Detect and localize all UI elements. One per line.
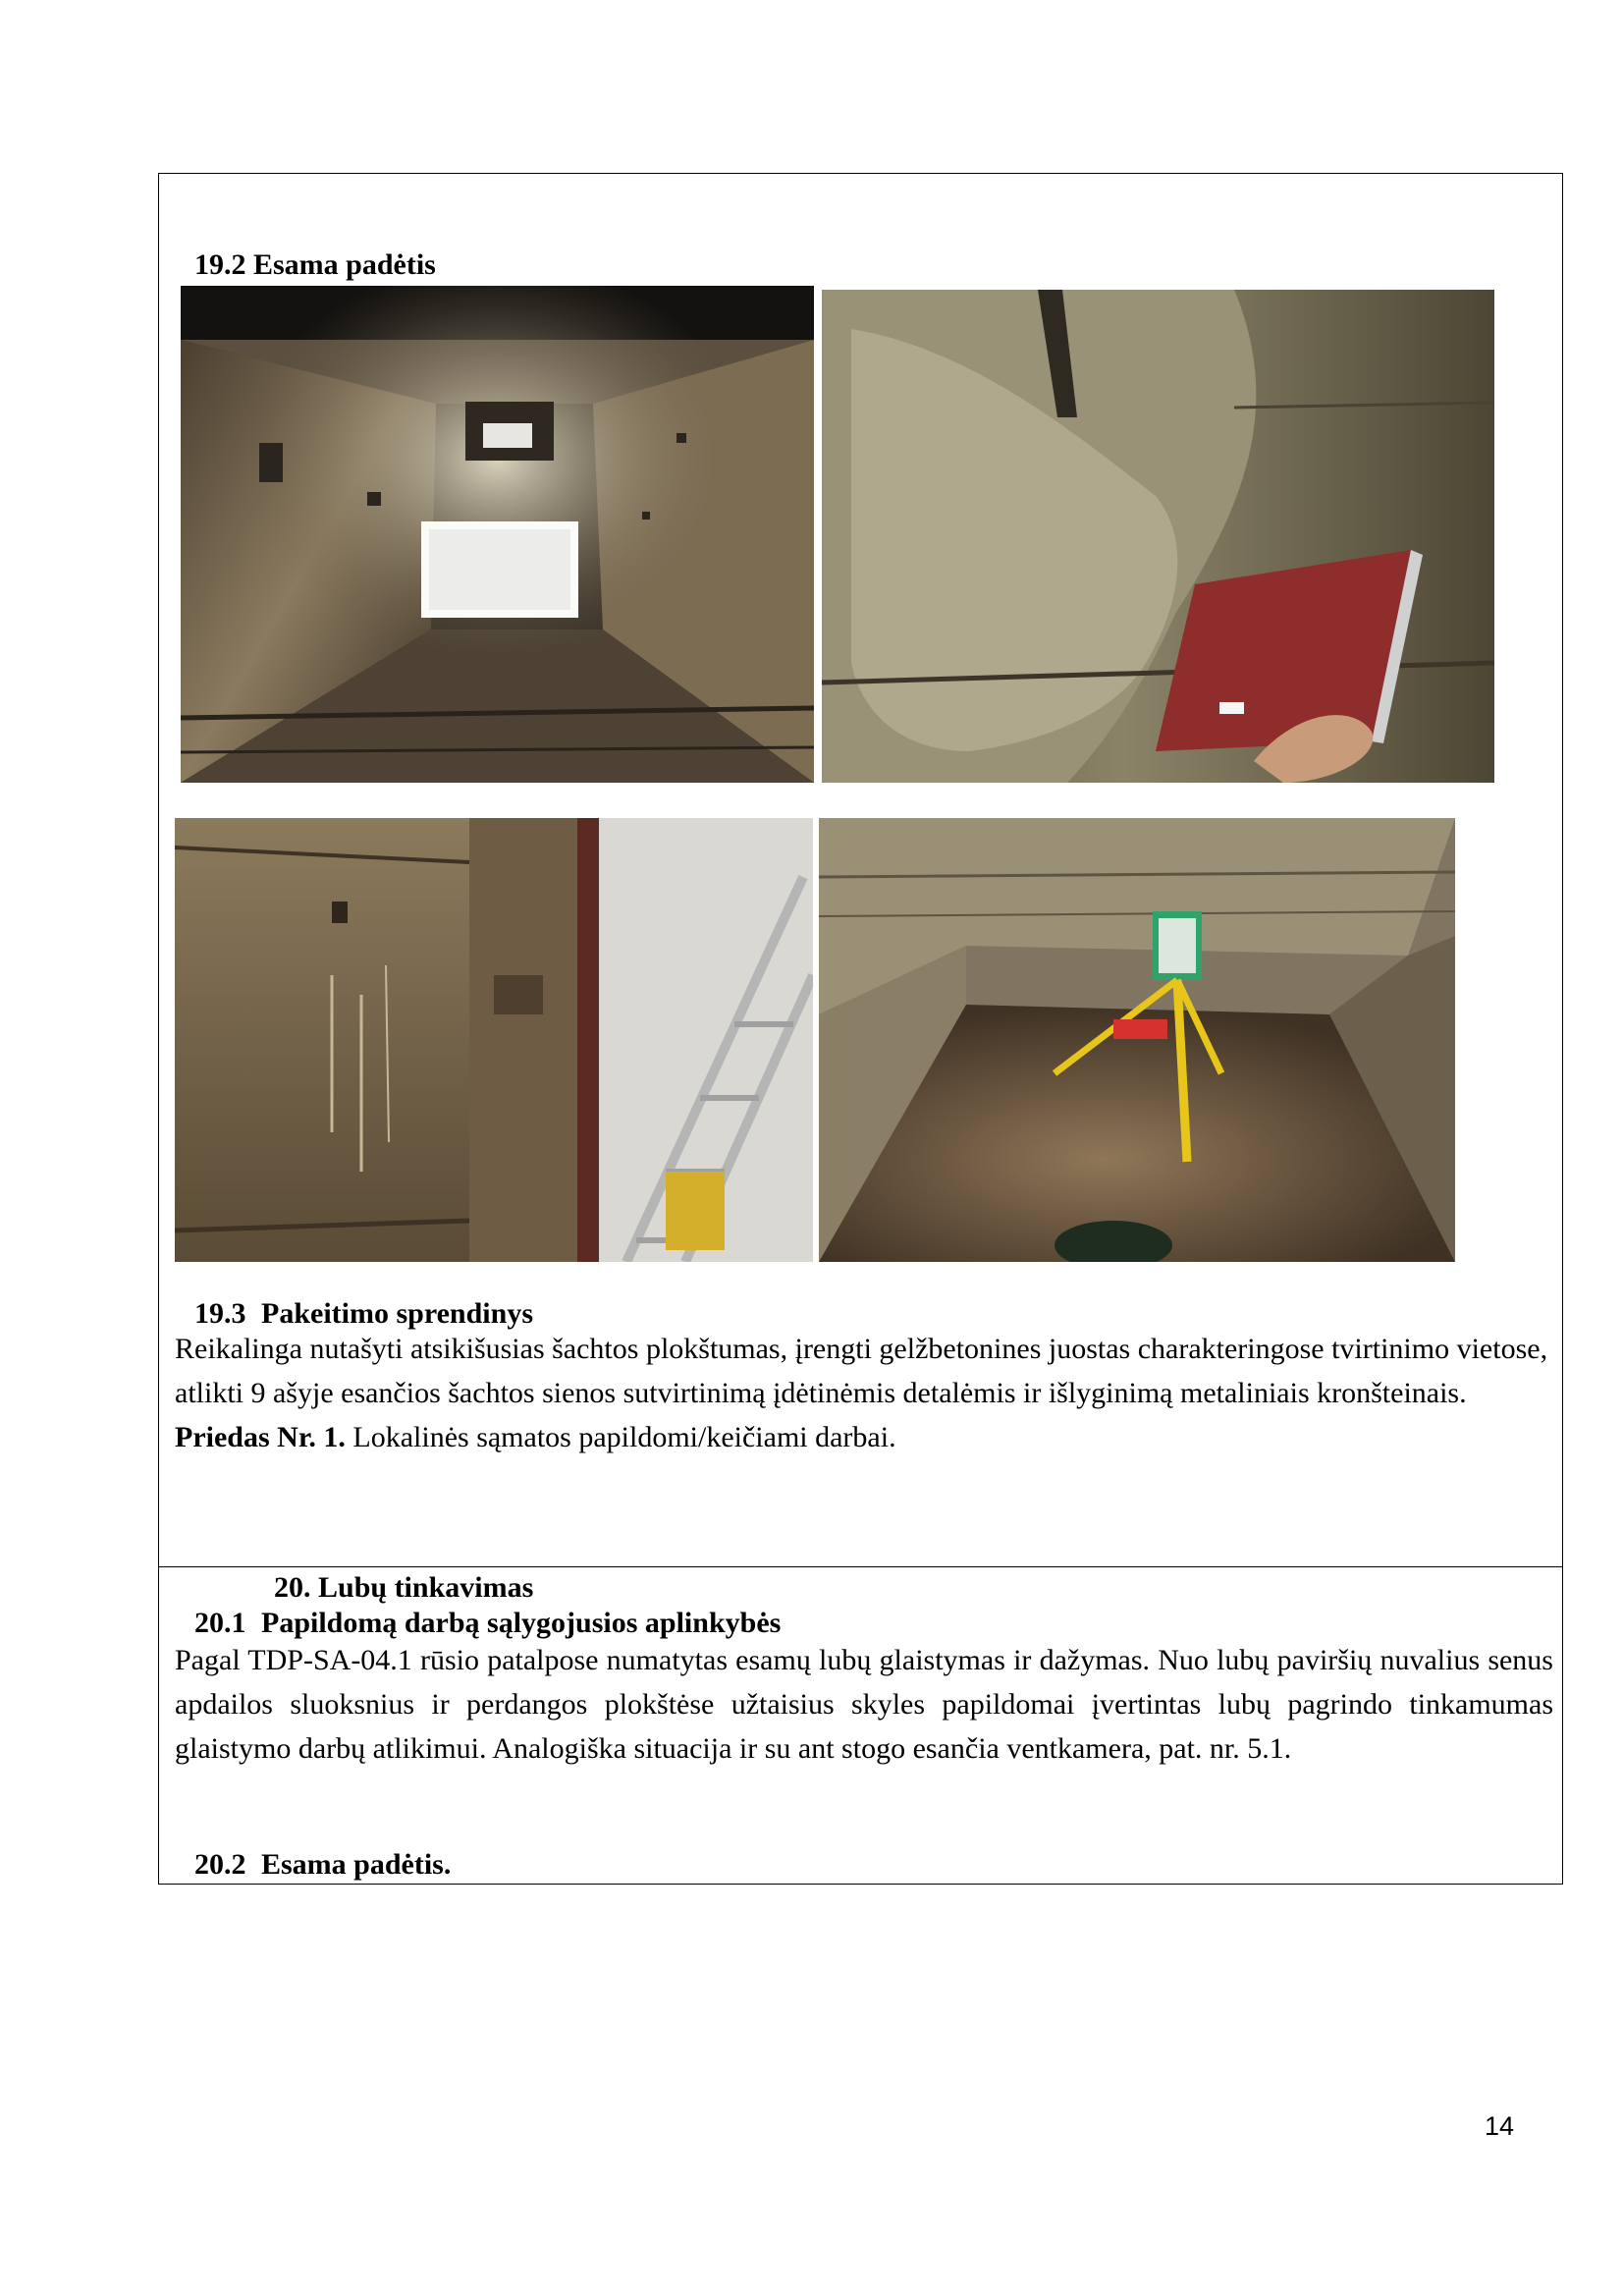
- table-cell-section-19: [159, 174, 1562, 1567]
- circumstances-paragraph: Pagal TDP-SA-04.1 rūsio patalpose numatytas esamų lubų glaistymas ir dažymas. Nuo lubų paviršių nuvalius senus apdailos sluoksnius ir perdangos plokštėse užtaisius skyles papildomai įvertintas lubų pagrindo tinkamumas glaistymo darbų atlikimui. Analogiška situacija ir su ant stogo esančia ventkamera, pat. nr. 5.1.: [175, 1644, 1553, 1765]
- heading-number: 19.2: [194, 248, 246, 281]
- heading-title: Pakeitimo sprendinys: [261, 1297, 533, 1330]
- heading-19-2: [194, 248, 436, 282]
- heading-title: Esama padėtis: [253, 248, 436, 281]
- heading-number: 20.1: [194, 1607, 246, 1639]
- shaft-wall-ladder-photo: [175, 818, 813, 1262]
- annex-reference: Priedas Nr. 1.: [175, 1421, 346, 1453]
- heading-20: [274, 1571, 533, 1605]
- shaft-floor-tripod-photo: [819, 818, 1455, 1262]
- heading-19-3: [194, 1297, 533, 1331]
- table-cell-section-20: [159, 1567, 1562, 1884]
- solution-text: Reikalinga nutašyti atsikišusias šachtos plokštumas, įrengti gelžbetonines juostas charakteringose tvirtinimo vietose, atlikti 9 ašyje esančios šachtos sienos sutvirtinimą įdėtinėmis detalėmis ir išlyginimą metaliniais kronšteinais.: [175, 1333, 1548, 1409]
- heading-number: 20.: [274, 1571, 311, 1604]
- content-table: [158, 173, 1563, 1885]
- page-number: 14: [1484, 2111, 1514, 2141]
- heading-number: 20.2: [194, 1848, 246, 1881]
- shaft-looking-up-photo: [181, 286, 814, 783]
- heading-20-1: [194, 1607, 781, 1640]
- heading-number: 19.3: [194, 1297, 246, 1330]
- wall-plaster-notebook-photo: [822, 290, 1494, 783]
- heading-title: Lubų tinkavimas: [318, 1571, 534, 1604]
- solution-text-end: Lokalinės sąmatos papildomi/keičiami darbai.: [352, 1421, 896, 1453]
- heading-20-2: [194, 1848, 451, 1882]
- solution-paragraph: [175, 1327, 1553, 1459]
- heading-title: Esama padėtis.: [261, 1848, 452, 1881]
- heading-title: Papildomą darbą sąlygojusios aplinkybės: [261, 1607, 782, 1639]
